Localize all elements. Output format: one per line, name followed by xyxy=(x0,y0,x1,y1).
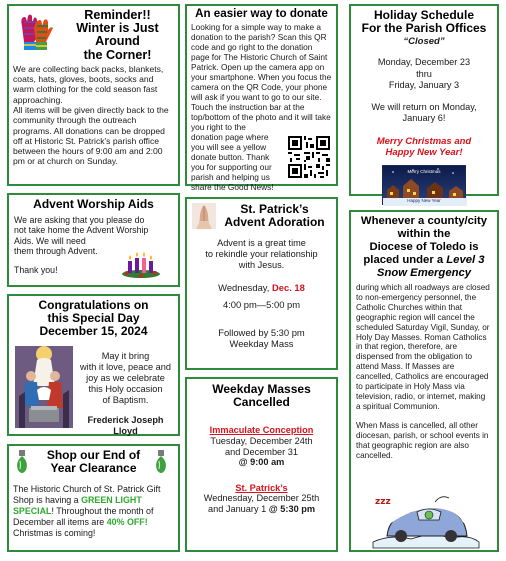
weekday-title-2: Cancelled xyxy=(233,395,290,410)
holiday-dates-2: thru xyxy=(416,68,432,79)
adoration-time: 4:00 pm—5:00 pm xyxy=(222,299,301,310)
feast1-line-1: Tuesday, December 24th xyxy=(210,436,313,446)
donate-body-top: Looking for a simple way to make a donation to the parish? Scan this QR code and go right to the donation page for The Historic Church of Saint Patrick. Open up the camera app on your smartphone. When you focus the camera on the QR Code, your phone will ask if you want to go to our site. Touch the instruction bar at the top/bottom of the photo and it will take you right to the xyxy=(191,22,332,133)
congrats-body-1: May it bring xyxy=(101,351,150,361)
shop-discount: 40% OFF! xyxy=(106,516,148,527)
feast1-time: @ 9:00 am xyxy=(238,457,285,468)
shop-box xyxy=(7,444,180,552)
advent-aids-title: Advent Worship Aids xyxy=(33,197,154,211)
gloves-icon xyxy=(16,12,56,54)
county-title-4a: placed under a xyxy=(363,254,447,266)
congrats-body-2: with it love, peace and xyxy=(80,362,171,372)
holiday-title-2: For the Parish Offices xyxy=(361,21,487,35)
adoration-intro-3: with Jesus. xyxy=(238,260,285,270)
holiday-closed: “Closed” xyxy=(403,36,445,47)
congrats-name-1: Frederick Joseph xyxy=(87,415,164,425)
adoration-title-2: Advent Adoration xyxy=(224,215,325,229)
county-title-3: Diocese of Toledo is xyxy=(369,241,479,253)
donate-box xyxy=(185,4,338,193)
christmas-light-left-icon xyxy=(15,450,29,476)
reminder-title-4: the Corner! xyxy=(83,47,152,62)
shop-green-light: GREEN LIGHT SPECIAL xyxy=(13,495,142,516)
feast2-line-1: Wednesday, December 25th xyxy=(203,493,320,504)
adoration-date: Dec. 18 xyxy=(272,282,305,293)
baptism-image xyxy=(15,346,73,428)
holiday-box xyxy=(349,4,499,203)
congrats-body-3: joy as we celebrate xyxy=(86,373,165,383)
congrats-title-2: this Special Day xyxy=(47,311,140,326)
holiday-greeting-1: Merry Christmas and xyxy=(376,135,472,147)
feast2-time: @ 5:30 pm xyxy=(268,503,316,514)
qr-code-icon[interactable] xyxy=(286,134,332,180)
advent-candles-icon xyxy=(121,249,161,279)
svg-text:zzz: zzz xyxy=(375,497,391,507)
holiday-dates-1: Monday, December 23 xyxy=(377,57,471,67)
shop-body-b: ! Throughout the month of December all items are xyxy=(13,506,154,527)
shop-body-c: Christmas is coming! xyxy=(13,527,96,538)
holiday-greeting-2: Happy New Year! xyxy=(385,147,463,158)
feast2-line-2: and January 1 xyxy=(207,503,269,514)
advent-aids-body-3: Aids. We will need xyxy=(14,235,86,246)
reminder-title-1: Reminder!! xyxy=(84,8,151,22)
congrats-name-2: Lloyd xyxy=(113,426,138,436)
holiday-return-2: January 6! xyxy=(402,113,446,123)
county-body-2: When Mass is cancelled, all other diocesan, parish, or school events in that geographic region are also cancelled. xyxy=(356,420,489,460)
reminder-title-3: Around xyxy=(95,34,140,49)
reminder-body-1: We are collecting back packs, blankets, coats, hats, gloves, boots, socks and warm clothing for the cold season fast approaching. xyxy=(13,63,164,105)
feast1-name: Immaculate Conception xyxy=(209,425,314,436)
holiday-title-1: Holiday Schedule xyxy=(373,8,475,22)
reminder-title-2: Winter is Just xyxy=(76,21,159,36)
advent-aids-body-2: not take home the Advent Worship xyxy=(14,225,149,236)
advent-aids-box xyxy=(7,193,180,287)
congrats-title-3: December 15, 2024 xyxy=(39,324,148,339)
christmas-light-right-icon xyxy=(154,450,168,476)
image-text-merry: Merry Christmas xyxy=(407,168,441,174)
image-text-newyear: Happy New Year xyxy=(407,197,441,203)
congrats-box xyxy=(7,294,180,436)
county-body-1: during which all roadways are closed to non-emergency personnel, the Catholic Churches within that geographic region will cancel the scheduled Saturday Vigil, Sunday, or Holy Day Masses. Roman Catholics in that region, therefore, are dispensed from the obligation to attend Mass. If Masses are cancelled, Catholics are encouraged to participate in Holy Mass via television, radio, or internet, making a spiritual Communion. xyxy=(356,283,490,411)
county-title-4b: Level 3 xyxy=(446,254,485,266)
advent-aids-body-1: We are asking that you please do xyxy=(14,214,145,225)
christmas-village-image xyxy=(382,165,466,205)
reminder-box xyxy=(7,4,180,186)
county-title-5: Snow Emergency xyxy=(376,267,472,279)
holiday-dates-3: Friday, January 3 xyxy=(388,80,460,90)
congrats-title-1: Congratulations on xyxy=(38,298,149,312)
adoration-box xyxy=(185,197,338,370)
advent-aids-thanks: Thank you! xyxy=(14,264,58,275)
shop-title-1: Shop our End of xyxy=(46,448,141,462)
county-title-2: within the xyxy=(397,228,451,240)
adoration-intro-2: to rekindle your relationship xyxy=(205,249,318,259)
feast1-line-2: and December 31 xyxy=(224,446,299,457)
adoration-intro-1: Advent is a great time xyxy=(217,238,306,248)
holiday-return-1: We will return on Monday, xyxy=(371,101,477,112)
praying-hands-icon xyxy=(192,203,216,229)
donate-body-bottom: donation page where you will see a yellow donate button. Thank you for supporting our parish and helping us share the Good News! xyxy=(191,132,274,193)
county-title-1: Whenever a county/city xyxy=(360,215,488,227)
advent-aids-body-4: them through Advent. xyxy=(14,246,98,257)
weekday-masses-box xyxy=(185,377,338,552)
adoration-followed-2: Weekday Mass xyxy=(229,338,294,349)
adoration-title-1: St. Patrick’s xyxy=(240,202,309,216)
congrats-body-5: of Baptism. xyxy=(102,395,149,405)
reminder-body-2: All items will be given directly back to the community through the outreach programs. All donations can be dropped off at Historic St. Patrick's parish office between the hours of 9:00 am and 2:00 pm or at church on Sunday. xyxy=(13,105,169,167)
congrats-body-4: this Holy occasion xyxy=(88,384,163,394)
weekday-title-1: Weekday Masses xyxy=(212,382,311,396)
snow-emergency-box xyxy=(349,210,499,552)
adoration-day: Wednesday, xyxy=(218,282,272,293)
donate-title: An easier way to donate xyxy=(195,7,328,20)
shop-body-a: The Historic Church of St. Patrick Gift Shop is having a xyxy=(13,484,161,506)
feast2-name: St. Patrick’s xyxy=(235,482,288,493)
shop-body xyxy=(13,484,174,538)
shop-title-2: Year Clearance xyxy=(50,461,137,476)
snowed-car-icon xyxy=(371,482,481,548)
adoration-followed-1: Followed by 5:30 pm xyxy=(218,327,305,338)
